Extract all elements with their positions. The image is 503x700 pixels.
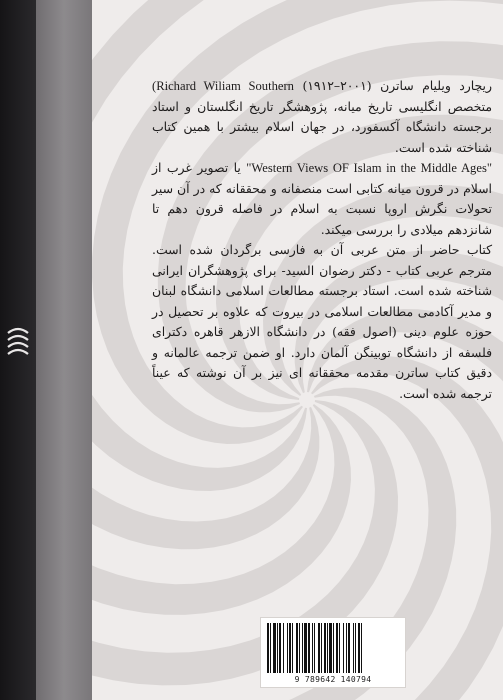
book-description: یا تصویر غرب از اسلام در قرون میانه کتابی است منصفانه و محققانه که در آن سیر تحولات نگرش اروپا نسبت به اسلام در فاصله قرون دهم تا شانزدهم میلادی را بررسی میکند. [152,160,492,237]
barcode-bar [324,623,326,673]
author-years: (۲۰۰۱–۱۹۱۲) [302,78,372,93]
barcode-bar [308,623,310,673]
barcode-bar [267,623,269,673]
barcode-bar [361,623,362,673]
book-title-latin: "Western Views OF Islam in the Middle Ages" [246,161,492,175]
barcode-bar [339,623,340,673]
barcode-bar [299,623,300,673]
barcode-bar [329,623,332,673]
barcode-bar [346,623,347,673]
barcode-bar [283,623,284,673]
blurb-paragraph-3: کتاب حاضر از متن عربی آن به فارسی برگردان شده است. مترجم عربی کتاب - دکتر رضوان السید- برای پژوهشگران ایرانی شناخته شده است. استاد برجسته مطالعات اسلامی دانشگاه لبنان و مدیر آکادمی مطالعات اسلامی در بیروت که علاوه بر تحصیل در حوزه علوم دینی (اصول فقه) در دانشگاه الازهر قاهره دکترای فلسفه از دانشگاه توبینگن آلمان دارد. او ضمن ترجمه عالمانه و دقیق کتاب ساترن مقدمه محققانه ای نیز بر آن نوشته که عیناً ترجمه شده است. [152,242,492,401]
blurb-text [152,76,492,404]
barcode-bar [289,623,291,673]
barcode-bar [333,623,334,673]
barcode-bar [318,623,320,673]
back-cover [92,0,503,700]
barcode-bar [304,623,307,673]
barcode-bars [267,623,399,673]
barcode-bar [302,623,303,673]
barcode-bar [321,623,322,673]
barcode-bar [270,623,271,673]
author-name-latin: (Richard Wiliam Southern [152,79,294,93]
barcode-bar [312,623,313,673]
barcode-bar [273,623,276,673]
barcode-bar [292,623,293,673]
barcode-bar [327,623,328,673]
publisher-logo-icon [4,325,32,361]
barcode-bar [287,623,288,673]
isbn-number: 9 789642 140794 [294,675,372,684]
barcode-bar [353,623,354,673]
barcode-bar [355,623,356,673]
barcode-bar [277,623,278,673]
barcode-bar [279,623,281,673]
author-bio: متخصص انگلیسی تاریخ میانه، پژوهشگر تاریخ انگلستان و استاد برجسته دانشگاه آکسفورد، در جهان اسلام بیشتر با همین کتاب شناخته شده است. [152,98,492,155]
blurb-paragraph-2 [152,158,492,240]
spine-grey-band [36,0,92,700]
barcode-bar [296,623,298,673]
barcode-bar [358,623,360,673]
barcode-bar [343,623,344,673]
blurb-paragraph-1 [152,76,492,158]
barcode-bar [348,623,350,673]
barcode-bar [314,623,315,673]
isbn-barcode [260,617,406,688]
author-name-fa: ریچارد ویلیام ساترن [380,78,492,93]
barcode-bar [336,623,338,673]
